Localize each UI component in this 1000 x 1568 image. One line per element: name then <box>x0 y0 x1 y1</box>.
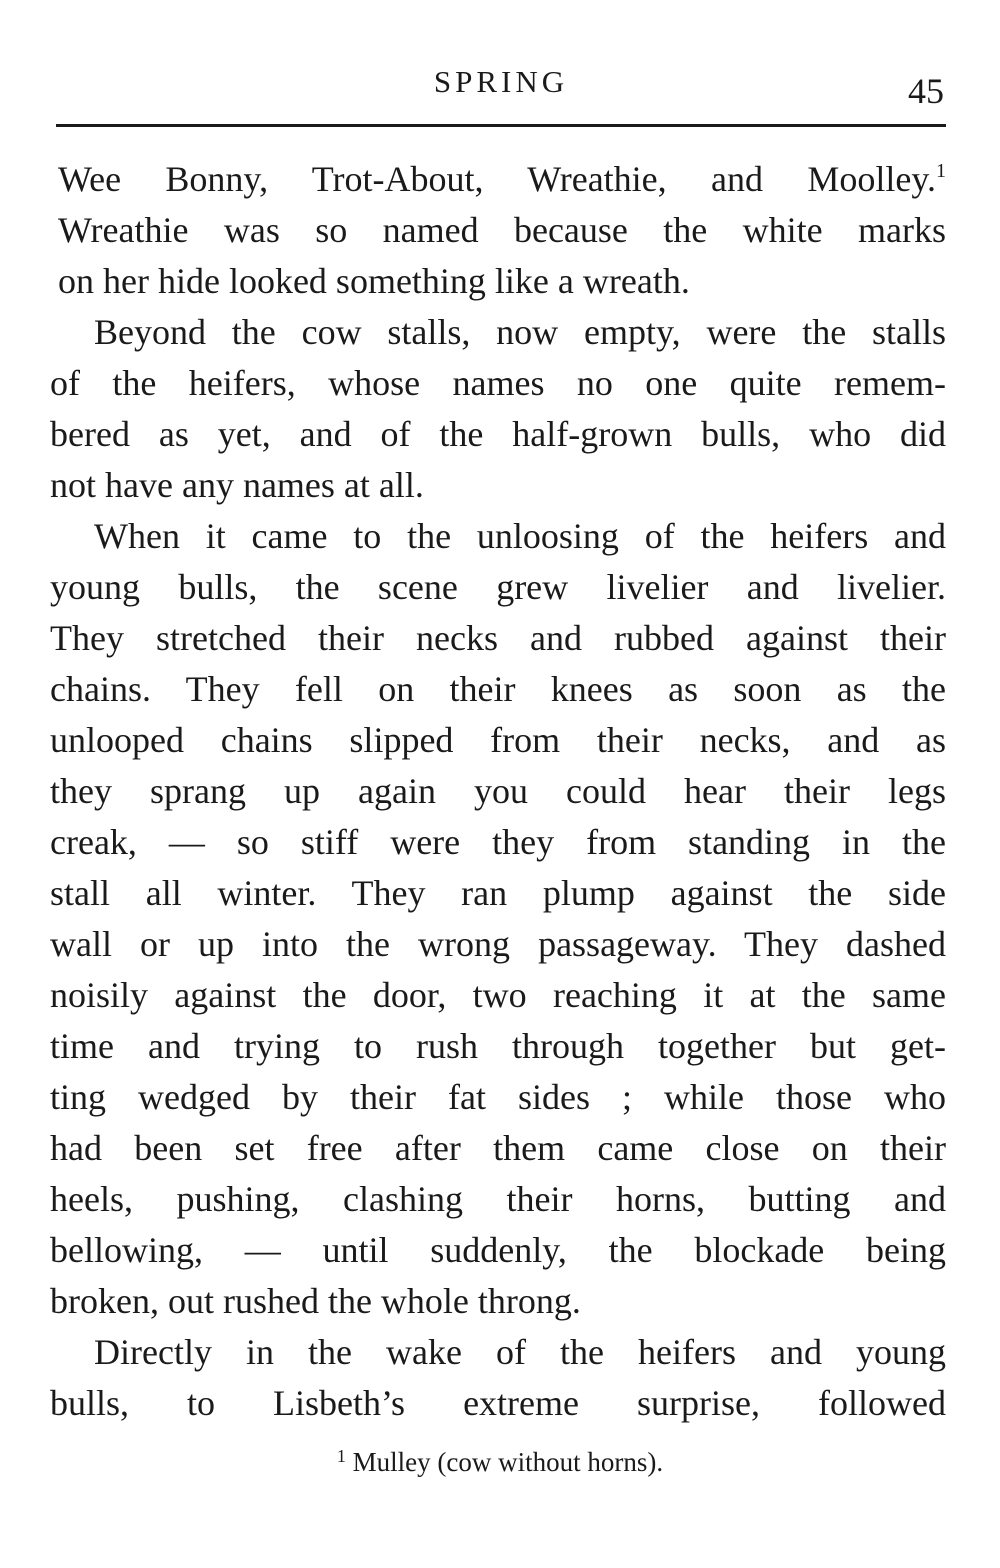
text-line <box>50 817 946 868</box>
text-line <box>50 1276 946 1327</box>
line-text: Directly in the wake of the heifers and young <box>94 1332 946 1372</box>
text-line <box>50 358 946 409</box>
line-text: on her hide looked something like a wreath. <box>58 261 690 301</box>
running-head <box>56 58 946 111</box>
text-line <box>50 613 946 664</box>
line-text: had been set free after them came close on their <box>50 1128 946 1168</box>
text-line <box>50 205 946 256</box>
text-line <box>50 1123 946 1174</box>
text-line <box>50 1327 946 1378</box>
text-line <box>50 1174 946 1225</box>
text-line <box>50 1021 946 1072</box>
line-text: Wee Bonny, Trot-About, Wreathie, and Moolley. <box>58 159 936 199</box>
line-text: bulls, to Lisbeth’s extreme surprise, followed <box>50 1383 946 1423</box>
line-text: heels, pushing, clashing their horns, butting and <box>50 1179 946 1219</box>
line-text: Beyond the cow stalls, now empty, were the stalls <box>94 312 946 352</box>
line-text: ting wedged by their fat sides ; while those who <box>50 1077 946 1117</box>
line-text: stall all winter. They ran plump against the side <box>50 873 946 913</box>
header-rule <box>56 124 946 127</box>
text-line <box>50 1225 946 1276</box>
text-line <box>50 919 946 970</box>
footnote-marker: 1 <box>336 1446 346 1466</box>
line-text: When it came to the unloosing of the heifers and <box>94 516 946 556</box>
line-text: wall or up into the wrong passageway. They dashed <box>50 924 946 964</box>
page-number: 45 <box>908 71 944 111</box>
text-line <box>50 511 946 562</box>
text-line <box>50 1072 946 1123</box>
line-text: time and trying to rush through together but get- <box>50 1026 946 1066</box>
running-title: SPRING <box>433 64 569 99</box>
text-line <box>50 562 946 613</box>
text-line <box>50 970 946 1021</box>
line-text: broken, out rushed the whole throng. <box>50 1281 581 1321</box>
text-line <box>50 409 946 460</box>
line-text: creak, — so stiff were they from standing in the <box>50 822 946 862</box>
line-text: Wreathie was so named because the white marks <box>58 210 946 250</box>
footnote-reference: 1 <box>936 160 946 182</box>
text-line <box>50 664 946 715</box>
text-line <box>50 154 946 205</box>
body-text <box>50 154 946 1429</box>
line-text: they sprang up again you could hear their legs <box>50 771 946 811</box>
text-line <box>50 1378 946 1429</box>
line-text: unlooped chains slipped from their necks, and as <box>50 720 946 760</box>
line-text: bered as yet, and of the half-grown bulls, who did <box>50 414 946 454</box>
line-text: bellowing, — until suddenly, the blockade being <box>50 1230 946 1270</box>
line-text: noisily against the door, two reaching it at the same <box>50 975 946 1015</box>
text-line <box>50 460 946 511</box>
line-text: young bulls, the scene grew livelier and livelier. <box>50 567 946 607</box>
line-text: not have any names at all. <box>50 465 424 505</box>
text-line <box>50 256 946 307</box>
line-text: of the heifers, whose names no one quite remem- <box>50 363 946 403</box>
line-text: chains. They fell on their knees as soon as the <box>50 669 946 709</box>
line-text: They stretched their necks and rubbed against their <box>50 618 946 658</box>
footnote-text: Mulley (cow without horns). <box>352 1447 664 1477</box>
text-line <box>50 868 946 919</box>
text-line <box>50 766 946 817</box>
text-line <box>50 715 946 766</box>
text-line <box>50 307 946 358</box>
footnote <box>0 1442 1000 1482</box>
